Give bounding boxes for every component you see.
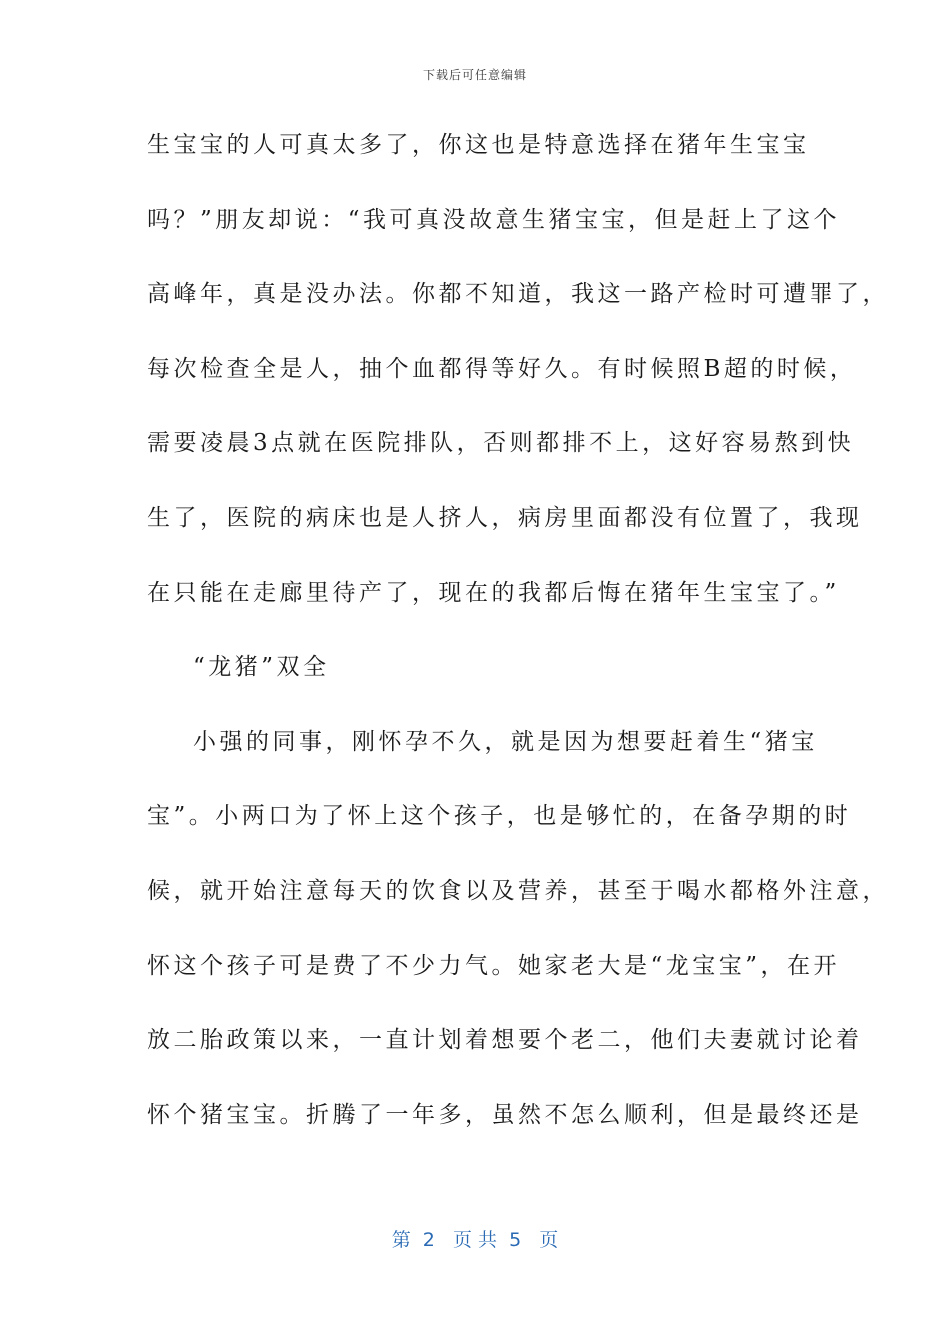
section-heading: “龙猪”双全 xyxy=(193,654,330,681)
body-line: 生了，医院的病床也是人挤人，病房里面都没有位置了，我现 xyxy=(147,504,863,531)
body-line: 宝”。小两口为了怀上这个孩子，也是够忙的，在备孕期的时 xyxy=(147,803,852,830)
body-line: 怀这个孩子可是费了不少力气。她家老大是“龙宝宝”，在开 xyxy=(147,952,841,979)
document-body xyxy=(147,127,889,1171)
body-line: 需要凌晨3点就在医院排队，否则都排不上，这好容易熬到快 xyxy=(147,430,855,457)
body-line: 吗？”朋友却说：“我可真没故意生猪宝宝，但是赶上了这个 xyxy=(147,206,841,233)
body-line: 候，就开始注意每天的饮食以及营养，甚至于喝水都格外注意， xyxy=(147,877,889,904)
body-line: 生宝宝的人可真太多了，你这也是特意选择在猪年生宝宝 xyxy=(147,132,810,158)
body-line: 在只能在走廊里待产了，现在的我都后悔在猪年生宝宝了。” xyxy=(147,579,840,606)
page-number-footer: 第 2 页 共 5 页 xyxy=(391,1229,559,1251)
body-line: 小强的同事，刚怀孕不久，就是因为想要赶着生“猪宝 xyxy=(193,728,818,755)
body-line: 放二胎政策以来，一直计划着想要个老二，他们夫妻就讨论着 xyxy=(147,1027,863,1054)
page-header: 下载后可任意编辑 xyxy=(422,68,527,82)
body-line: 高峰年，真是没办法。你都不知道，我这一路产检时可遭罪了， xyxy=(147,281,889,308)
body-line: 怀个猪宝宝。折腾了一年多，虽然不怎么顺利，但是最终还是 xyxy=(147,1101,863,1128)
body-line: 每次检查全是人，抽个血都得等好久。有时候照B超的时候， xyxy=(147,355,857,382)
